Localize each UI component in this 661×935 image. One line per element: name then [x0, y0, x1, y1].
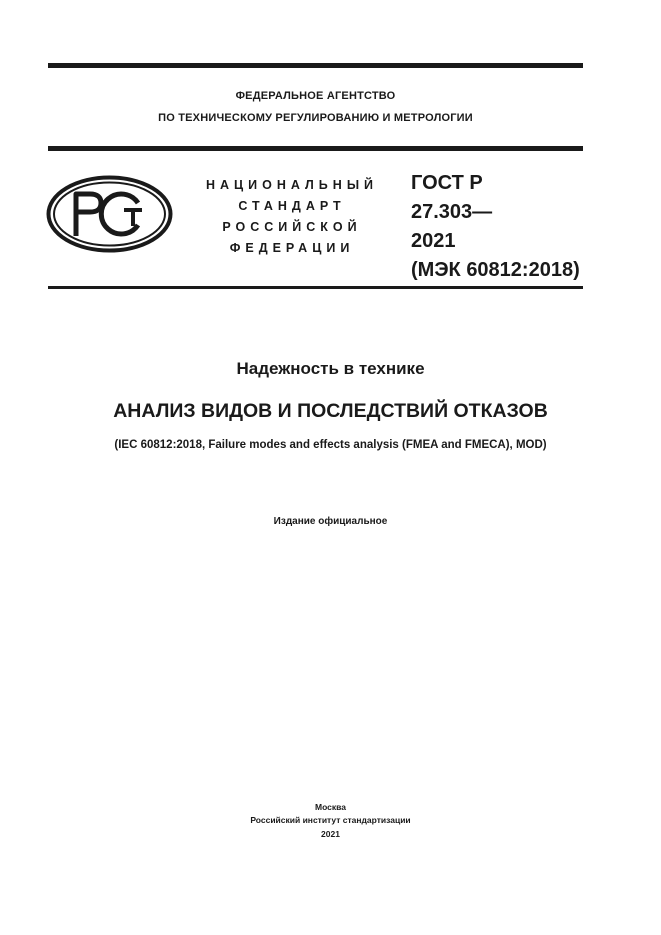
national-standard-line-4: ФЕДЕРАЦИИ [229, 241, 355, 255]
source-standard: (IEC 60812:2018, Failure modes and effects analysis (FMEA and FMECA), MOD) [114, 439, 547, 451]
imprint-city: Москва [315, 802, 346, 812]
imprint-year: 2021 [321, 829, 340, 839]
main-title: АНАЛИЗ ВИДОВ И ПОСЛЕДСТВИЙ ОТКАЗОВ [113, 400, 548, 422]
agency-line-2: ПО ТЕХНИЧЕСКОМУ РЕГУЛИРОВАНИЮ И МЕТРОЛОГИИ [158, 112, 473, 124]
national-standard-line-1: НАЦИОНАЛЬНЫЙ [205, 178, 379, 192]
edition-label: Издание официальное [273, 516, 388, 527]
logo-letter-r [76, 194, 101, 236]
logo-letter-t [124, 210, 142, 226]
national-standard-line-2: СТАНДАРТ [238, 199, 346, 213]
logo-inner-ellipse [54, 183, 165, 246]
standard-designation-line-1: ГОСТ Р [411, 172, 483, 194]
top-rule [48, 63, 583, 68]
national-standard-line-3: РОССИЙСКОЙ [222, 220, 362, 234]
rst-mark-icon [46, 175, 173, 253]
subject-title: Надежность в технике [236, 359, 425, 378]
standard-designation-line-4: (МЭК 60812:2018) [411, 259, 580, 281]
agency-line-1: ФЕДЕРАЛЬНОЕ АГЕНТСТВО [235, 90, 396, 102]
header-rule [48, 146, 583, 151]
standard-designation-line-2: 27.303— [411, 201, 493, 223]
designation-rule [48, 286, 583, 289]
imprint-publisher: Российский институт стандартизации [250, 815, 411, 825]
logo-outer-ellipse [49, 178, 171, 251]
standard-designation-line-3: 2021 [411, 230, 456, 252]
